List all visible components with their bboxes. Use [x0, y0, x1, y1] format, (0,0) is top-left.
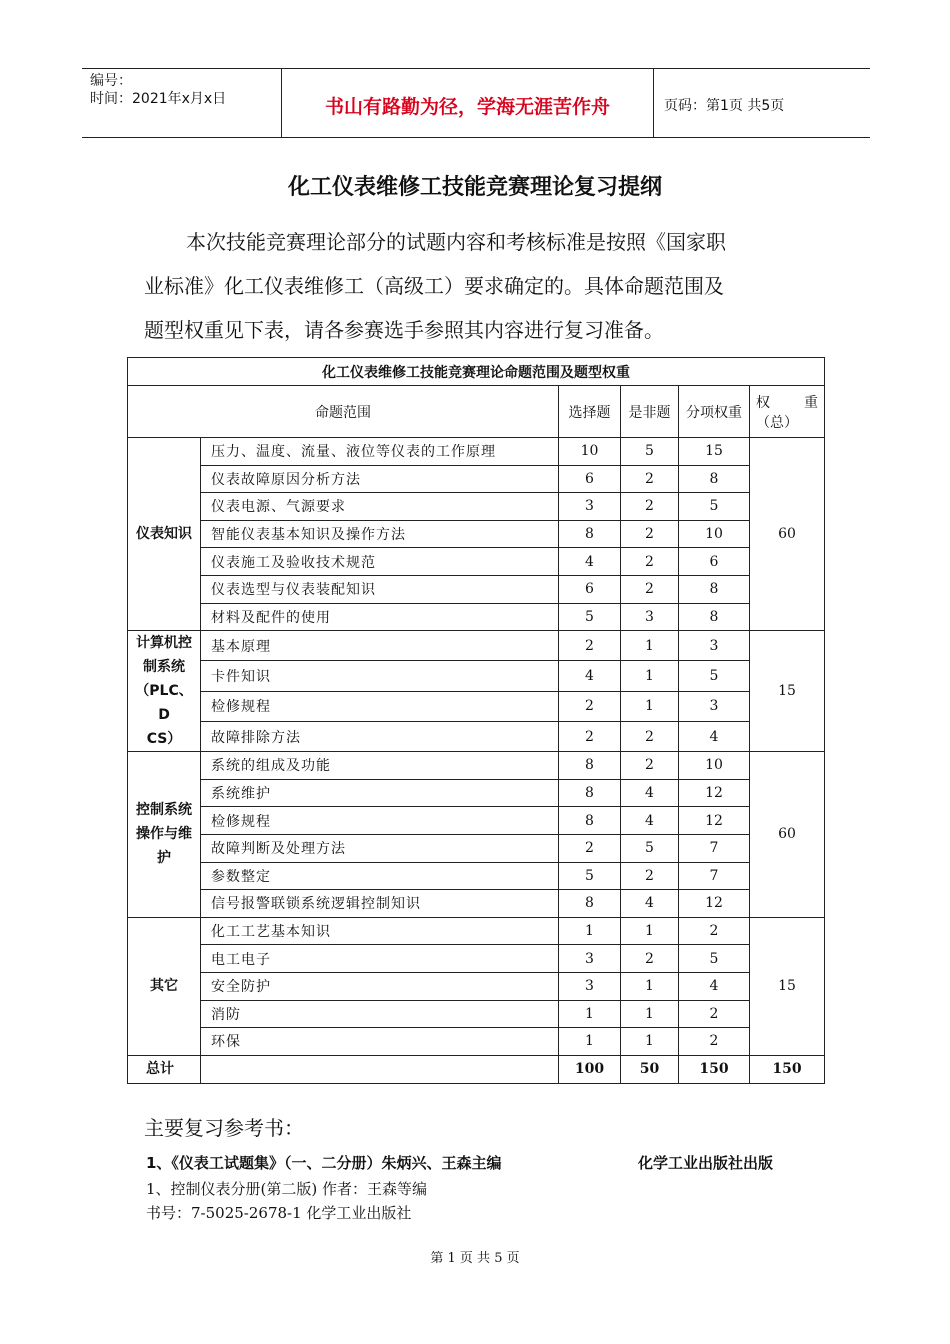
subtotal-weight-cell: 2	[679, 917, 750, 945]
choice-count-cell: 8	[559, 752, 621, 780]
reference-3: 书号：7-5025-2678-1 化学工业出版社	[146, 1204, 412, 1222]
document-number-label: 编号：	[90, 73, 132, 89]
topic-item-cell: 消防	[201, 1000, 559, 1028]
category-name-line: 制系统	[143, 659, 185, 676]
topic-item-cell: 检修规程	[201, 691, 559, 721]
subtotal-weight-cell: 8	[679, 465, 750, 493]
subtotal-weight-cell: 12	[679, 779, 750, 807]
category-name-line: （PLC、D	[135, 683, 193, 724]
table-row	[128, 691, 825, 721]
table-row	[128, 661, 825, 691]
table-row	[128, 807, 825, 835]
group-total-weight-cell: 60	[750, 438, 825, 631]
truefalse-count-cell: 1	[621, 661, 679, 691]
category-name-line: 护	[157, 850, 171, 867]
table-row	[128, 1028, 825, 1056]
topic-item-cell: 材料及配件的使用	[201, 603, 559, 631]
choice-count-cell: 8	[559, 520, 621, 548]
summary-row	[128, 1055, 825, 1083]
choice-count-cell: 3	[559, 945, 621, 973]
truefalse-count-cell: 2	[621, 721, 679, 751]
topic-item-cell: 系统的组成及功能	[201, 752, 559, 780]
table-row	[128, 493, 825, 521]
references-title: 主要复习参考书：	[144, 1116, 304, 1140]
choice-count-cell: 8	[559, 807, 621, 835]
truefalse-count-cell: 1	[621, 1000, 679, 1028]
intro-line: 业标准》化工仪表维修工（高级工）要求确定的。具体命题范围及	[144, 274, 724, 298]
subtotal-weight-cell: 3	[679, 631, 750, 661]
truefalse-count-cell: 2	[621, 548, 679, 576]
choice-count-cell: 2	[559, 721, 621, 751]
reference-1-publisher: 化学工业出版社出版	[638, 1154, 774, 1172]
header-weight-c: （总）	[756, 414, 798, 431]
topic-item-cell: 仪表选型与仪表装配知识	[201, 575, 559, 603]
header-weight	[750, 386, 825, 438]
topic-item-cell: 故障排除方法	[201, 721, 559, 751]
truefalse-count-cell: 1	[621, 691, 679, 721]
table-row	[128, 945, 825, 973]
subtotal-weight-cell: 8	[679, 603, 750, 631]
truefalse-count-cell: 2	[621, 862, 679, 890]
choice-count-cell: 2	[559, 834, 621, 862]
topic-item-cell: 基本原理	[201, 631, 559, 661]
header-weight-a: 权	[756, 394, 770, 411]
category-name-line: CS）	[146, 731, 182, 748]
group-total-weight-cell: 15	[750, 917, 825, 1055]
subtotal-weight-cell: 4	[679, 972, 750, 1000]
subtotal-weight-cell: 2	[679, 1028, 750, 1056]
intro-paragraph	[144, 220, 814, 352]
subtotal-weight-cell: 5	[679, 661, 750, 691]
category-name: 仪表知识	[136, 526, 192, 543]
topic-item-cell: 安全防护	[201, 972, 559, 1000]
topic-item-cell: 系统维护	[201, 779, 559, 807]
truefalse-count-cell: 2	[621, 520, 679, 548]
header-page-info: 页码：第1页 共5页	[664, 98, 785, 114]
table-row	[128, 631, 825, 661]
topic-item-cell: 卡件知识	[201, 661, 559, 691]
subtotal-weight-cell: 2	[679, 1000, 750, 1028]
truefalse-count-cell: 4	[621, 890, 679, 918]
table-row	[128, 603, 825, 631]
header-topic: 命题范围	[128, 386, 559, 438]
truefalse-count-cell: 5	[621, 834, 679, 862]
reference-1-text: 1、《仪表工试题集》（一、二分册）朱炳兴、王森主编	[146, 1154, 502, 1172]
table-row	[128, 972, 825, 1000]
document-title: 化工仪表维修工技能竞赛理论复习提纲	[287, 175, 662, 200]
choice-count-cell: 3	[559, 972, 621, 1000]
choice-count-cell: 2	[559, 691, 621, 721]
truefalse-count-cell: 1	[621, 917, 679, 945]
table-row	[128, 752, 825, 780]
category-cell	[128, 631, 201, 752]
subtotal-weight-cell: 8	[679, 575, 750, 603]
choice-count-cell: 8	[559, 890, 621, 918]
group-total-weight-cell: 15	[750, 631, 825, 752]
category-cell	[128, 917, 201, 1055]
subtotal-weight-cell: 12	[679, 807, 750, 835]
choice-count-cell: 1	[559, 1000, 621, 1028]
choice-count-cell: 8	[559, 779, 621, 807]
subtotal-weight-cell: 6	[679, 548, 750, 576]
summary-choice: 100	[559, 1055, 621, 1083]
truefalse-count-cell: 2	[621, 493, 679, 521]
summary-subtotal: 150	[679, 1055, 750, 1083]
summary-total: 150	[750, 1055, 825, 1083]
topic-item-cell: 仪表故障原因分析方法	[201, 465, 559, 493]
summary-truefalse: 50	[621, 1055, 679, 1083]
header-truefalse: 是非题	[621, 386, 679, 438]
truefalse-count-cell: 1	[621, 631, 679, 661]
summary-label: 总计	[128, 1055, 201, 1083]
table-row	[128, 721, 825, 751]
topic-item-cell: 智能仪表基本知识及操作方法	[201, 520, 559, 548]
page-header	[82, 68, 870, 138]
table-row	[128, 834, 825, 862]
subtotal-weight-cell: 5	[679, 493, 750, 521]
table-row	[128, 548, 825, 576]
topic-item-cell: 检修规程	[201, 807, 559, 835]
truefalse-count-cell: 2	[621, 752, 679, 780]
choice-count-cell: 4	[559, 548, 621, 576]
truefalse-count-cell: 2	[621, 575, 679, 603]
table-row	[128, 862, 825, 890]
subtotal-weight-cell: 7	[679, 862, 750, 890]
topic-item-cell: 压力、温度、流量、液位等仪表的工作原理	[201, 438, 559, 466]
topic-item-cell: 参数整定	[201, 862, 559, 890]
topic-item-cell: 化工工艺基本知识	[201, 917, 559, 945]
group-total-weight-cell: 60	[750, 752, 825, 918]
truefalse-count-cell: 2	[621, 465, 679, 493]
choice-count-cell: 1	[559, 917, 621, 945]
subtotal-weight-cell: 4	[679, 721, 750, 751]
category-cell	[128, 438, 201, 631]
table-row	[128, 1000, 825, 1028]
truefalse-count-cell: 4	[621, 779, 679, 807]
topic-item-cell: 仪表电源、气源要求	[201, 493, 559, 521]
choice-count-cell: 6	[559, 465, 621, 493]
category-name-line: 操作与维	[136, 826, 192, 843]
choice-count-cell: 1	[559, 1028, 621, 1056]
choice-count-cell: 4	[559, 661, 621, 691]
intro-line: 题型权重见下表，请各参赛选手参照其内容进行复习准备。	[144, 318, 664, 342]
table-row	[128, 917, 825, 945]
subtotal-weight-cell: 7	[679, 834, 750, 862]
table-caption: 化工仪表维修工技能竞赛理论命题范围及题型权重	[128, 358, 825, 386]
truefalse-count-cell: 2	[621, 945, 679, 973]
truefalse-count-cell: 1	[621, 972, 679, 1000]
subtotal-weight-cell: 10	[679, 520, 750, 548]
table-row	[128, 779, 825, 807]
choice-count-cell: 10	[559, 438, 621, 466]
weight-table	[127, 357, 825, 1084]
topic-item-cell: 电工电子	[201, 945, 559, 973]
choice-count-cell: 3	[559, 493, 621, 521]
category-cell	[128, 752, 201, 918]
header-slogan: 书山有路勤为径，学海无涯苦作舟	[282, 69, 654, 137]
page-footer: 第 1 页 共 5 页	[430, 1251, 520, 1266]
table-row	[128, 465, 825, 493]
subtotal-weight-cell: 10	[679, 752, 750, 780]
header-meta	[82, 69, 282, 137]
subtotal-weight-cell: 15	[679, 438, 750, 466]
topic-item-cell: 故障判断及处理方法	[201, 834, 559, 862]
choice-count-cell: 5	[559, 862, 621, 890]
topic-item-cell: 信号报警联锁系统逻辑控制知识	[201, 890, 559, 918]
subtotal-weight-cell: 3	[679, 691, 750, 721]
subtotal-weight-cell: 12	[679, 890, 750, 918]
choice-count-cell: 2	[559, 631, 621, 661]
table-row	[128, 520, 825, 548]
choice-count-cell: 5	[559, 603, 621, 631]
header-weight-b: 重	[804, 394, 818, 411]
reference-2: 1、控制仪表分册(第二版) 作者：王森等编	[146, 1180, 428, 1198]
intro-line: 本次技能竞赛理论部分的试题内容和考核标准是按照《国家职	[186, 230, 726, 254]
summary-empty-cell	[201, 1055, 559, 1083]
table-row	[128, 575, 825, 603]
reference-1	[146, 1152, 774, 1173]
truefalse-count-cell: 4	[621, 807, 679, 835]
header-choice: 选择题	[559, 386, 621, 438]
topic-item-cell: 仪表施工及验收技术规范	[201, 548, 559, 576]
truefalse-count-cell: 5	[621, 438, 679, 466]
choice-count-cell: 6	[559, 575, 621, 603]
truefalse-count-cell: 1	[621, 1028, 679, 1056]
table-row	[128, 890, 825, 918]
category-name: 其它	[150, 978, 178, 995]
topic-item-cell: 环保	[201, 1028, 559, 1056]
category-name-line: 计算机控	[136, 635, 192, 652]
truefalse-count-cell: 3	[621, 603, 679, 631]
category-name-line: 控制系统	[136, 802, 192, 819]
document-time: 时间：2021年x月x日	[90, 91, 227, 107]
header-subtotal: 分项权重	[679, 386, 750, 438]
table-row	[128, 438, 825, 466]
subtotal-weight-cell: 5	[679, 945, 750, 973]
